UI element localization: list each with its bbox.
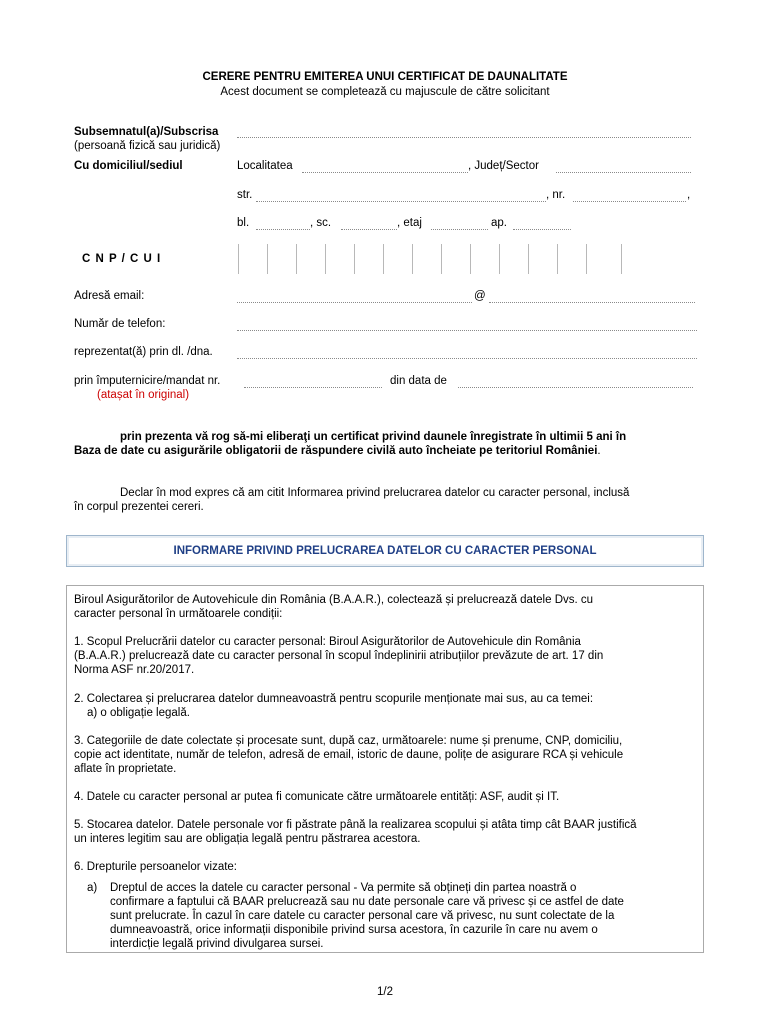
info-p6a-marker: a): [87, 882, 98, 894]
cnp-digit-box[interactable]: [528, 244, 559, 274]
info-p2-line-1: 2. Colectarea și prelucrarea datelor dumneavoastră pentru scopurile menționate mai sus, au ca temei:: [74, 693, 594, 705]
persoana-label: (persoană fizică sau juridică): [74, 140, 221, 152]
scara-field[interactable]: [341, 229, 397, 230]
cnp-digit-box[interactable]: [470, 244, 501, 274]
info-p5-line-1: 5. Stocarea datelor. Datele personale vor fi păstrate până la realizarea scopului și atâta timp cât BAAR justifică: [74, 819, 637, 831]
localitatea-field[interactable]: [302, 172, 468, 173]
declaration-line-2: în corpul prezentei cereri.: [74, 501, 204, 513]
judet-label: , Județ/Sector: [468, 160, 539, 172]
subsemnatul-label: Subsemnatul(a)/Subscrisa: [74, 126, 219, 138]
cnp-digit-box[interactable]: [586, 244, 622, 274]
cnp-digit-box[interactable]: [383, 244, 414, 274]
cnp-digit-box[interactable]: [354, 244, 385, 274]
info-p1-line-3: Norma ASF nr.20/2017.: [74, 664, 195, 676]
info-p3-line-3: aflate în proprietate.: [74, 763, 177, 775]
domiciliu-label: Cu domiciliul/sediul: [74, 160, 183, 172]
telefon-label: Număr de telefon:: [74, 318, 166, 330]
request-line-2: [74, 445, 601, 457]
cnp-digit-box[interactable]: [557, 244, 588, 274]
telefon-field[interactable]: [237, 330, 697, 331]
info-p2-line-2: a) o obligație legală.: [87, 707, 190, 719]
bl-label: bl.: [237, 217, 250, 229]
at-sign: @: [474, 290, 486, 302]
info-intro-line-2: caracter personal în următoarele condiții:: [74, 608, 283, 620]
email-user-field[interactable]: [237, 302, 472, 303]
imputernicire-label: prin împuternicire/mandat nr.: [74, 375, 221, 387]
etaj-field[interactable]: [431, 229, 488, 230]
info-p3-line-1: 3. Categoriile de date colectate și procesate sunt, după caz, următoarele: nume și prenume, CNP, domiciliu,: [74, 735, 623, 747]
cnp-digit-box[interactable]: [499, 244, 530, 274]
reprezentat-label: reprezentat(ă) prin dl. /dna.: [74, 346, 213, 358]
request-line-2-text: Baza de date cu asigurările obligatorii de răspundere civilă auto încheiate pe teritoriul României: [74, 445, 598, 457]
bloc-field[interactable]: [256, 229, 310, 230]
email-domain-field[interactable]: [489, 302, 695, 303]
atasat-note: (atașat în original): [97, 389, 190, 401]
info-p6a-line-3: sunt prelucrate. În cazul în care datele cu caracter personal care vă privesc, nu sunt colectate de la: [110, 910, 615, 922]
info-p6a-line-4: dumneavoastră, orice informații disponibile privind sursa acestora, în cazurile în care nu avem o: [110, 924, 598, 936]
cnp-digit-box[interactable]: [441, 244, 472, 274]
sc-label: , sc.: [310, 217, 332, 229]
apartament-field[interactable]: [513, 229, 571, 230]
str-label: str.: [237, 189, 253, 201]
cnp-label: C N P / C U I: [82, 253, 162, 265]
mandat-data-field[interactable]: [458, 387, 693, 388]
cnp-digit-box[interactable]: [412, 244, 443, 274]
reprezentant-field[interactable]: [237, 358, 697, 359]
request-line-2-end: .: [597, 445, 601, 457]
etaj-label: , etaj: [397, 217, 422, 229]
declaration-line-1: Declar în mod expres că am citit Informarea privind prelucrarea datelor cu caracter personal, inclusă: [120, 487, 630, 499]
strada-field[interactable]: [256, 201, 546, 202]
info-p5-line-2: un interes legitim sau are obligația legală pentru păstrarea acestora.: [74, 833, 421, 845]
request-line-1: prin prezenta vă rog să-mi eliberaţi un certificat privind daunele înregistrate în ultimii 5 ani în: [120, 431, 627, 443]
mandat-numar-field[interactable]: [244, 387, 382, 388]
cnp-digit-box[interactable]: [325, 244, 356, 274]
document-subtitle: Acest document se completează cu majuscule de către solicitant: [220, 86, 550, 98]
info-heading: INFORMARE PRIVIND PRELUCRAREA DATELOR CU CARACTER PERSONAL: [66, 535, 704, 567]
info-p6a-line-5: interdicție legală privind divulgarea sursei.: [110, 938, 324, 950]
email-label: Adresă email:: [74, 290, 145, 302]
ap-label: ap.: [491, 217, 507, 229]
info-p6-line-1: 6. Drepturile persoanelor vizate:: [74, 861, 237, 873]
info-p6a-line-2: confirmare a faptului că BAAR prelucrează sau nu date personale care vă privesc și ce astfel de date: [110, 896, 624, 908]
judet-field[interactable]: [556, 172, 691, 173]
info-p1-line-1: 1. Scopul Prelucrării datelor cu caracter personal: Biroul Asigurătorilor de Autovehicule din România: [74, 636, 581, 648]
subsemnatul-field[interactable]: [237, 137, 691, 138]
numar-field[interactable]: [573, 201, 686, 202]
info-p1-line-2: (B.A.A.R.) prelucrează date cu caracter personal în scopul îndeplinirii atribuțiilor prevăzute de art. 17 din: [74, 650, 604, 662]
page-number: 1/2: [377, 986, 393, 998]
cnp-digit-box[interactable]: [238, 244, 269, 274]
localitatea-label: Localitatea: [237, 160, 293, 172]
data-label: din data de: [390, 375, 447, 387]
nr-trailing-comma: ,: [687, 189, 691, 201]
document-title: CERERE PENTRU EMITEREA UNUI CERTIFICAT DE DAUNALITATE: [202, 71, 568, 83]
info-intro-line-1: Biroul Asigurătorilor de Autovehicule din România (B.A.A.R.), colectează și prelucrează datele Dvs. cu: [74, 594, 594, 606]
info-p6a-line-1: Dreptul de acces la datele cu caracter personal - Va permite să obțineți din partea noastră o: [110, 882, 577, 894]
info-p3-line-2: copie act identitate, număr de telefon, adresă de email, istoric de daune, polițe de asigurare RCA și vehicule: [74, 749, 624, 761]
nr-label: , nr.: [546, 189, 566, 201]
cnp-digit-box[interactable]: [296, 244, 327, 274]
info-p4-line-1: 4. Datele cu caracter personal ar putea fi comunicate către următoarele entități: ASF, audit și IT.: [74, 791, 560, 803]
cnp-digit-box[interactable]: [267, 244, 298, 274]
